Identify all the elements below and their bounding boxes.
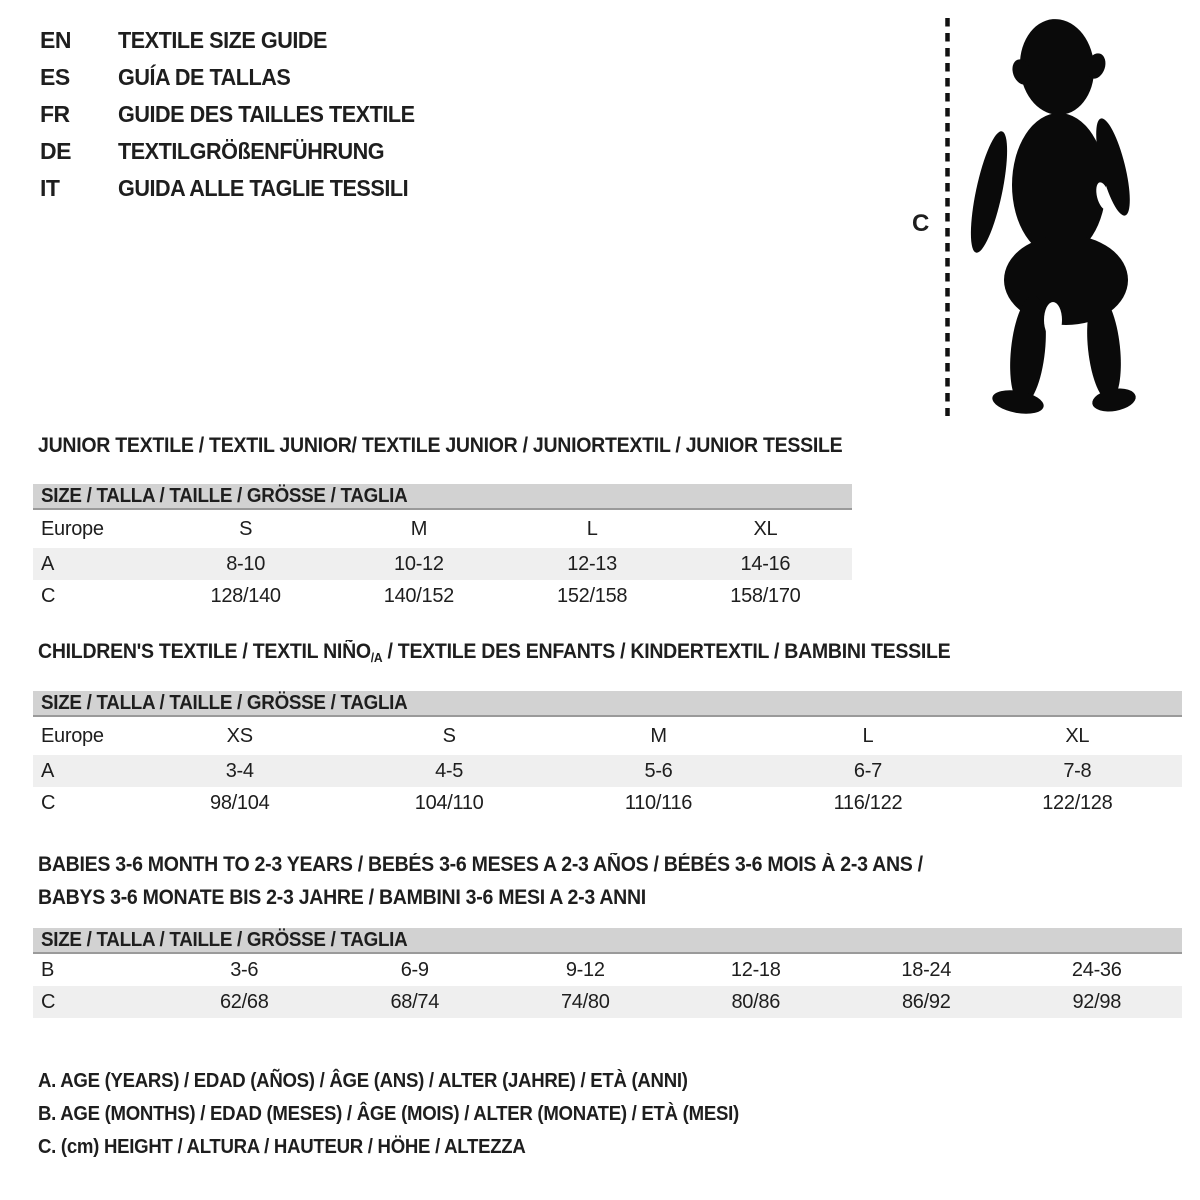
size-cell: 7-8: [1063, 759, 1092, 782]
junior-section-title: JUNIOR TEXTILE / TEXTIL JUNIOR/ TEXTILE JUNIOR / JUNIORTEXTIL / JUNIOR TESSILE: [38, 434, 843, 457]
row-label: C: [41, 584, 56, 607]
table-row: [33, 548, 852, 580]
size-cell: 3-6: [230, 958, 259, 981]
lang-code: IT: [40, 175, 60, 201]
size-cell: 152/158: [557, 584, 628, 607]
size-cell: 24-36: [1071, 958, 1122, 981]
footnote-b: B. AGE (MONTHS) / EDAD (MESES) / ÂGE (MOIS) / ALTER (MONATE) / ETÀ (MESI): [38, 1103, 739, 1125]
size-cell: M: [410, 517, 428, 540]
size-cell: 8-10: [226, 552, 266, 575]
size-cell: 122/128: [1042, 791, 1113, 814]
size-cell: L: [586, 517, 598, 540]
children-title-sub: /A: [370, 650, 383, 665]
lang-row-en: [40, 22, 434, 59]
children-title-part1: CHILDREN'S TEXTILE / TEXTIL NIÑO: [38, 640, 371, 663]
lang-title: GUIDE DES TAILLES TEXTILE: [118, 101, 415, 127]
size-cell: 80/86: [731, 990, 781, 1013]
size-cell: 12-13: [567, 552, 617, 575]
size-cell: 4-5: [435, 759, 464, 782]
lang-row-fr: [40, 96, 434, 133]
size-cell: 6-7: [853, 759, 882, 782]
size-cell: 140/152: [383, 584, 454, 607]
size-cell: 74/80: [560, 990, 610, 1013]
row-label: Europe: [41, 517, 104, 540]
babies-size-table: [33, 928, 1182, 1018]
table-row: [33, 755, 1182, 787]
size-cell: 14-16: [740, 552, 791, 575]
size-cell: 104/110: [414, 791, 484, 814]
size-header-band: [33, 484, 852, 510]
junior-table-rows: [33, 510, 852, 612]
size-cell: 86/92: [901, 990, 951, 1013]
height-measure-line: [943, 16, 952, 418]
lang-row-es: [40, 59, 434, 96]
table-row: [33, 986, 1182, 1018]
size-cell: 68/74: [390, 990, 440, 1013]
lang-code: EN: [40, 27, 71, 53]
lang-code: FR: [40, 101, 70, 127]
size-cell: XL: [1065, 724, 1090, 747]
size-cell: 62/68: [219, 990, 269, 1013]
size-cell: 92/98: [1072, 990, 1122, 1013]
toddler-silhouette-icon: [956, 10, 1142, 422]
junior-size-table: [33, 484, 852, 612]
row-label: A: [41, 552, 55, 575]
row-label: C: [41, 990, 56, 1013]
babies-title-line1: BABIES 3-6 MONTH TO 2-3 YEARS / BEBÉS 3-6 MESES A 2-3 AÑOS / BÉBÉS 3-6 MOIS À 2-3 ANS /: [38, 853, 923, 876]
babies-title-line2: BABYS 3-6 MONATE BIS 2-3 JAHRE / BAMBINI 3-6 MESI A 2-3 ANNI: [38, 886, 646, 909]
lang-title: TEXTILGRÖßENFÜHRUNG: [118, 138, 385, 164]
size-header-band: [33, 928, 1182, 954]
size-cell: L: [862, 724, 874, 747]
table-row: [33, 717, 1182, 755]
size-cell: XS: [226, 724, 253, 747]
children-table-rows: [33, 717, 1182, 819]
language-title-block: [40, 22, 434, 207]
size-cell: S: [442, 724, 456, 747]
size-cell: 98/104: [210, 791, 270, 814]
footnote-a: A. AGE (YEARS) / EDAD (AÑOS) / ÂGE (ANS) / ALTER (JAHRE) / ETÀ (ANNI): [38, 1070, 688, 1092]
size-cell: M: [650, 724, 667, 747]
size-header-label: SIZE / TALLA / TAILLE / GRÖSSE / TAGLIA: [41, 929, 408, 951]
size-cell: 116/122: [833, 791, 903, 814]
row-label: A: [41, 759, 55, 782]
row-label: Europe: [41, 724, 104, 747]
size-cell: 110/116: [624, 791, 693, 814]
footnote-c: C. (cm) HEIGHT / ALTURA / HAUTEUR / HÖHE / ALTEZZA: [38, 1136, 526, 1158]
size-cell: 10-12: [394, 552, 444, 575]
size-cell: 12-18: [730, 958, 781, 981]
lang-code: ES: [40, 64, 70, 90]
height-label: C: [912, 210, 930, 237]
lang-title: TEXTILE SIZE GUIDE: [118, 27, 327, 53]
size-cell: 3-4: [225, 759, 254, 782]
lang-row-it: [40, 170, 434, 207]
size-cell: 158/170: [730, 584, 801, 607]
table-row: [33, 510, 852, 548]
size-header-band: [33, 691, 1182, 717]
row-label: B: [41, 958, 55, 981]
size-cell: XL: [753, 517, 778, 540]
lang-title: GUÍA DE TALLAS: [118, 64, 291, 90]
footnote-block: [38, 1070, 792, 1169]
size-header-label: SIZE / TALLA / TAILLE / GRÖSSE / TAGLIA: [41, 692, 408, 714]
size-cell: 9-12: [565, 958, 605, 981]
table-row: [33, 954, 1182, 986]
lang-row-de: [40, 133, 434, 170]
lang-code: DE: [40, 138, 71, 164]
children-title-part2: / TEXTILE DES ENFANTS / KINDERTEXTIL / BAMBINI TESSILE: [382, 640, 951, 663]
children-section-title: [38, 640, 950, 665]
table-row: [33, 787, 1182, 819]
babies-section-title: [38, 848, 923, 914]
size-header-label: SIZE / TALLA / TAILLE / GRÖSSE / TAGLIA: [41, 485, 408, 507]
children-size-table: [33, 691, 1182, 819]
size-cell: 6-9: [400, 958, 429, 981]
babies-table-rows: [33, 954, 1182, 1018]
lang-title: GUIDA ALLE TAGLIE TESSILI: [118, 175, 409, 201]
table-row: [33, 580, 852, 612]
row-label: C: [41, 791, 56, 814]
size-cell: 18-24: [901, 958, 952, 981]
size-cell: 128/140: [210, 584, 281, 607]
size-cell: 5-6: [644, 759, 673, 782]
size-cell: S: [239, 517, 253, 540]
